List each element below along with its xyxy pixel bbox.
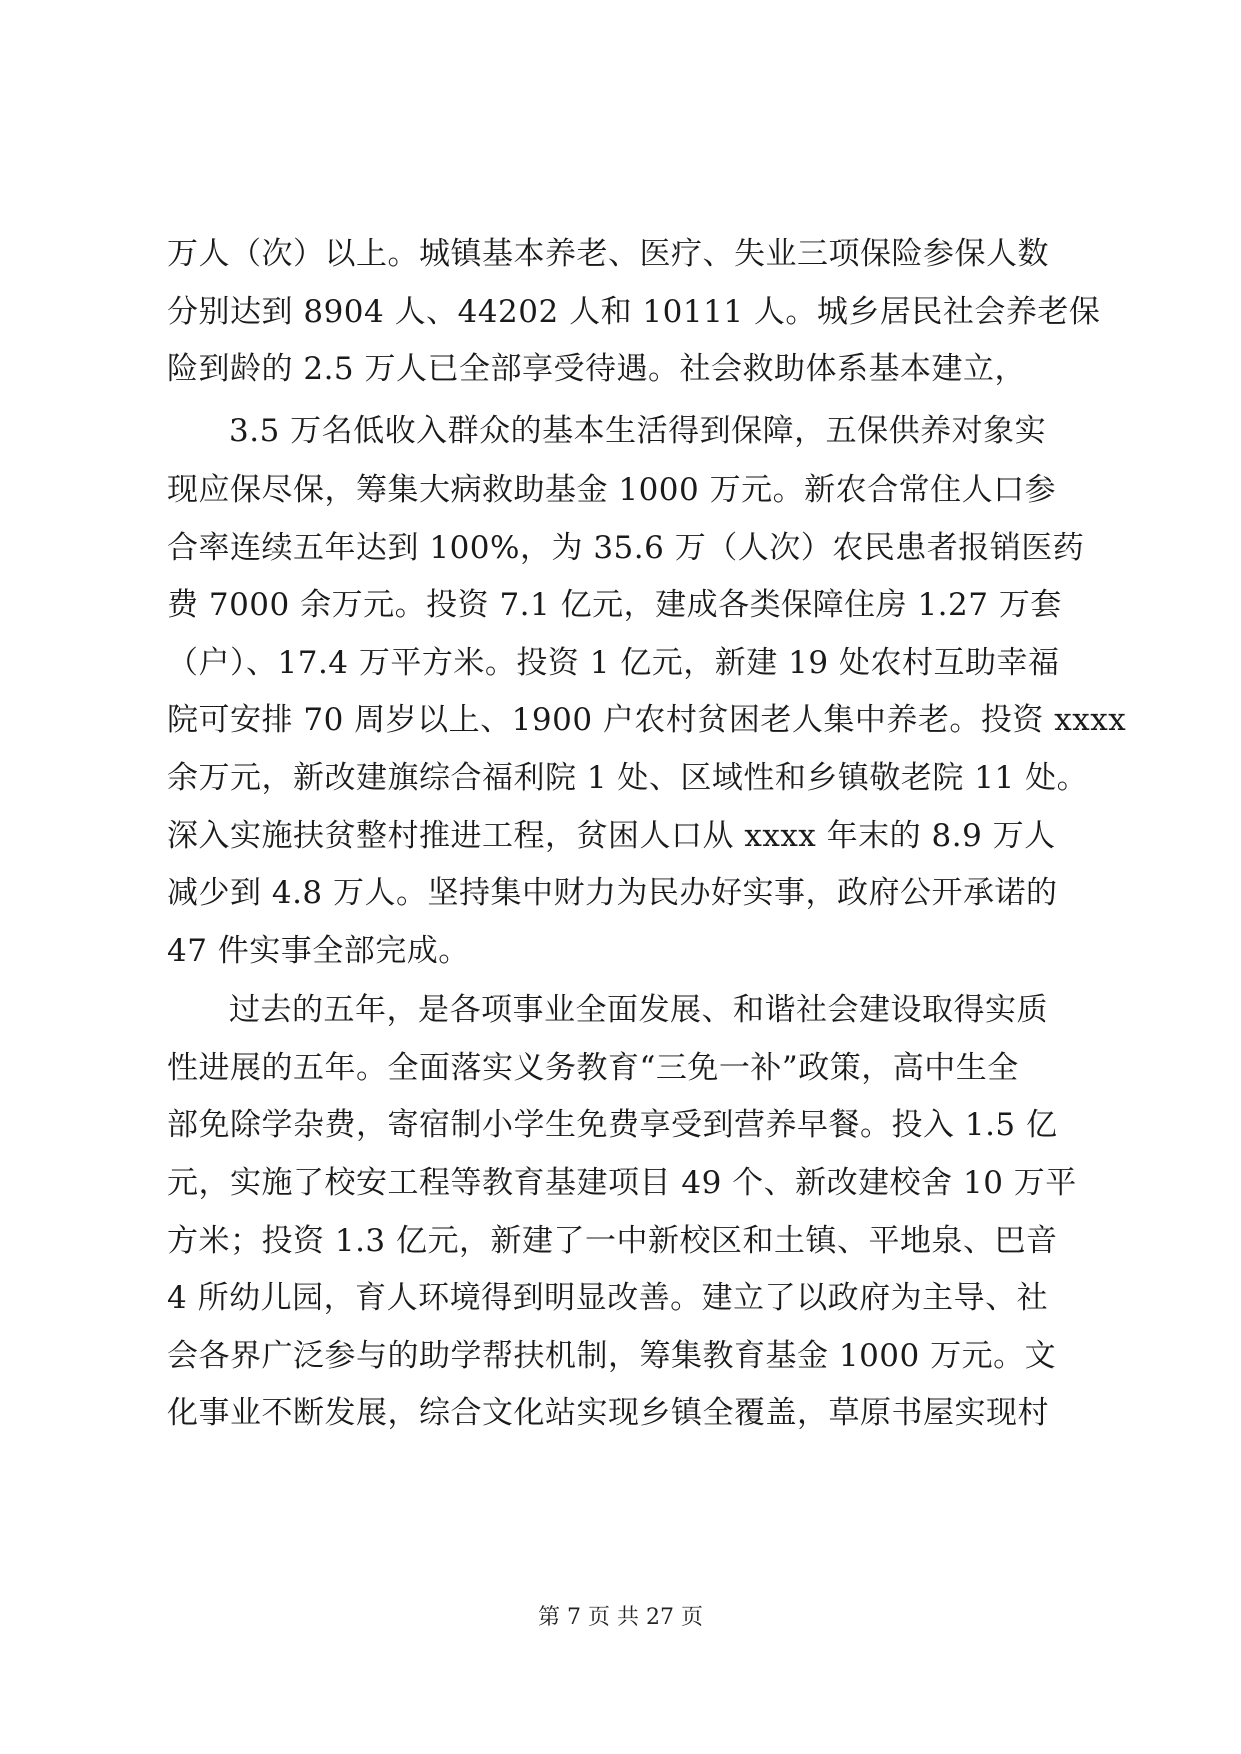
text-line: （户）、17.4 万平方米。投资 1 亿元，新建 19 处农村互助幸福 [167,645,1060,681]
text-line: 余万元，新改建旗综合福利院 1 处、区域性和乡镇敬老院 11 处。 [167,760,1089,796]
text-line: 减少到 4.8 万人。坚持集中财力为民办好实事，政府公开承诺的 [167,875,1058,911]
text-line: 性进展的五年。全面落实义务教育“三免一补”政策，高中生全 [167,1050,1019,1086]
text-line: 费 7000 余万元。投资 7.1 亿元，建成各类保障住房 1.27 万套 [167,587,1062,623]
text-line: 现应保尽保，筹集大病救助基金 1000 万元。新农合常住人口参 [167,472,1057,508]
text-line: 院可安排 70 周岁以上、1900 户农村贫困老人集中养老。投资 xxxx [167,702,1127,738]
text-line: 化事业不断发展，综合文化站实现乡镇全覆盖，草原书屋实现村 [167,1395,1049,1431]
page-number-footer: 第 7 页 共 27 页 [538,1605,703,1630]
text-line: 万人（次）以上。城镇基本养老、医疗、失业三项保险参保人数 [167,236,1049,272]
text-line: 4 所幼儿园，育人环境得到明显改善。建立了以政府为主导、社 [167,1280,1049,1316]
text-line: 会各界广泛参与的助学帮扶机制，筹集教育基金 1000 万元。文 [167,1338,1057,1374]
text-line: 方米；投资 1.3 亿元，新建了一中新校区和土镇、平地泉、巴音 [167,1223,1058,1259]
text-line: 47 件实事全部完成。 [167,933,470,969]
text-line: 深入实施扶贫整村推进工程，贫困人口从 xxxx 年末的 8.9 万人 [167,818,1056,854]
text-line: 险到龄的 2.5 万人已全部享受待遇。社会救助体系基本建立， [167,351,1027,387]
text-line: 合率连续五年达到 100%，为 35.6 万（人次）农民患者报销医药 [167,530,1085,566]
text-line: 元，实施了校安工程等教育基建项目 49 个、新改建校舍 10 万平 [167,1165,1077,1201]
paragraph-first-line: 3.5 万名低收入群众的基本生活得到保障，五保供养对象实 [229,413,1047,449]
text-line: 分别达到 8904 人、44202 人和 10111 人。城乡居民社会养老保 [167,294,1101,330]
paragraph-first-line: 过去的五年，是各项事业全面发展、和谐社会建设取得实质 [229,992,1048,1028]
text-line: 部免除学杂费，寄宿制小学生免费享受到营养早餐。投入 1.5 亿 [167,1107,1058,1143]
